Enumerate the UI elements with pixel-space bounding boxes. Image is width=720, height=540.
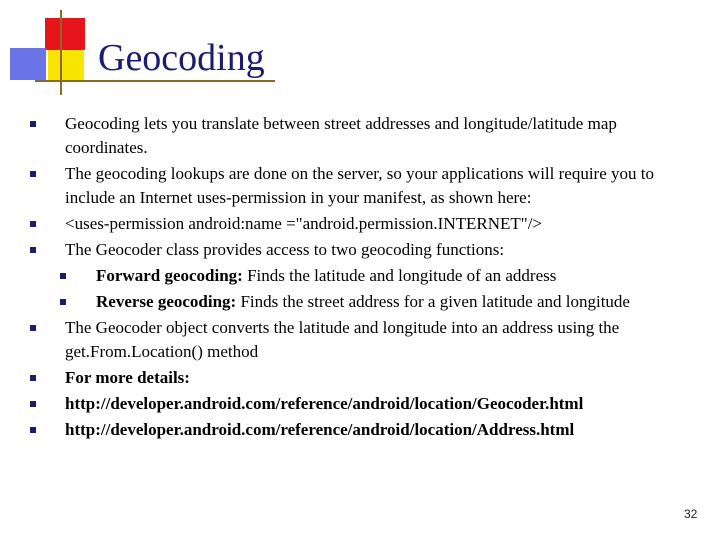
list-item (30, 212, 690, 236)
bullet-square-icon (30, 325, 36, 331)
bullet-square-icon (30, 247, 36, 253)
bullet-square-icon (30, 171, 36, 177)
list-item (30, 162, 690, 210)
title-decoration (0, 0, 100, 100)
deco-yellow-square (48, 50, 84, 82)
bullet-square-icon (60, 299, 66, 305)
bullet-square-icon (60, 273, 66, 279)
bullet-bold-text: Reverse geocoding: (96, 292, 237, 311)
bullet-bold-text: Forward geocoding: (96, 266, 243, 285)
list-item (30, 366, 690, 390)
deco-vertical-line (60, 10, 62, 95)
list-item (30, 112, 690, 160)
bullet-text: The Geocoder object converts the latitude and longitude into an address using the get.From.Location() method (65, 318, 620, 361)
slide-title: Geocoding (98, 37, 265, 79)
bullet-link-text: http://developer.android.com/reference/android/location/Address.html (65, 420, 575, 439)
bullet-text: The geocoding lookups are done on the server, so your applications will require you to include an Internet uses-permission in your manifest, as shown here: (65, 164, 654, 207)
bullet-square-icon (30, 221, 36, 227)
bullet-square-icon (30, 427, 36, 433)
list-item (30, 316, 690, 364)
bullet-text: <uses-permission android:name ="android.permission.INTERNET"/> (65, 214, 543, 233)
page-number: 32 (684, 507, 698, 521)
bullet-text: Finds the latitude and longitude of an address (242, 266, 557, 285)
bullet-square-icon (30, 375, 36, 381)
deco-horizontal-line (35, 80, 275, 82)
bullet-list (30, 112, 690, 444)
bullet-square-icon (30, 121, 36, 127)
list-item (30, 418, 690, 442)
bullet-square-icon (30, 401, 36, 407)
bullet-text: Finds the street address for a given latitude and longitude (236, 292, 630, 311)
list-item (30, 392, 690, 416)
deco-red-square (45, 18, 85, 50)
bullet-text: The Geocoder class provides access to two geocoding functions: (65, 240, 505, 259)
bullet-link-text: http://developer.android.com/reference/android/location/Geocoder.html (65, 394, 584, 413)
sub-list-item (30, 290, 690, 314)
sub-list-item (30, 264, 690, 288)
deco-blue-square (10, 48, 46, 80)
bullet-text: For more details: (65, 368, 190, 387)
list-item (30, 238, 690, 262)
bullet-text: Geocoding lets you translate between street addresses and longitude/latitude map coordinates. (65, 114, 617, 157)
